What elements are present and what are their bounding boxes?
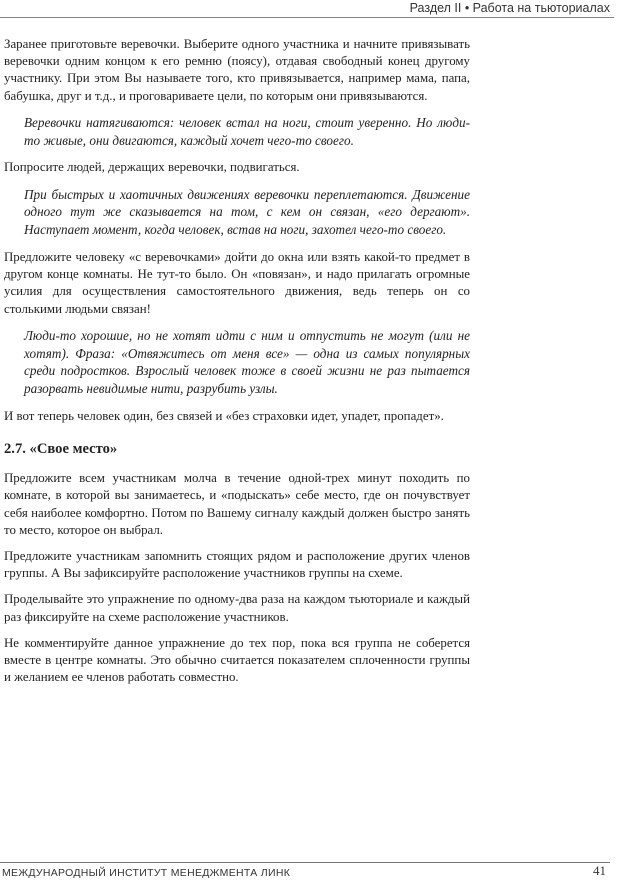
section-title: 2.7. «Свое место» (4, 441, 118, 458)
footer-divider (0, 862, 610, 863)
page-header (0, 0, 614, 18)
italic-paragraph: Люди-то хорошие, но не хотят идти с ним и отпустить не могут (или не хотят). Фраза: «Отвяжитесь от меня все» — одна из самых популярных среди подростков. Взрослый человек тоже в своей жизни не раз пытается разорвать невидимые нити, разрубить узлы. (24, 327, 470, 397)
paragraph: Предложите всем участникам молча в течение одной-трех минут походить по комнате, в которой вы занимаетесь, и «подыскать» себе место, где он почувствует себя наиболее комфортно. Потом по Вашему сигналу каждый должен быстро занять то место, которое он выбрал. (4, 471, 470, 537)
italic-paragraph: Веревочки натягиваются: человек встал на ноги, стоит уверенно. Но люди-то живые, они двигаются, каждый хочет чего-то своего. (24, 114, 470, 148)
paragraph: Попросите людей, держащих веревочки, подвигаться. (4, 160, 300, 175)
paragraph: И вот теперь человек один, без связей и «без страховки идет, упадет, пропадет». (4, 409, 444, 423)
italic-paragraph: При быстрых и хаотичных движениях веревочки переплетаются. Движение одного тут же сказывается на том, с кем он связан, «его дергают». Наступает момент, когда человек, встав на ноги, захотел чего-то своего. (24, 186, 470, 238)
paragraph: Проделывайте это упражнение по одному-два раза на каждом тьюториале и каждый раз фиксируйте на схеме расположение участников. (4, 592, 470, 624)
running-title: Раздел II • Работа на тьюториалах (409, 1, 610, 15)
page-body (4, 36, 470, 695)
paragraph: Заранее приготовьте веревочки. Выберите одного участника и начните привязывать веревочки одним концом к его ремню (поясу), отдавая свободный конец другому участнику. При этом Вы называете того, кто привязывается, например мама, папа, бабушка, друг и т.д., и проговариваете цели, по которым они привязываются. (4, 37, 470, 103)
footer-publisher: МЕЖДУНАРОДНЫЙ ИНСТИТУТ МЕНЕДЖМЕНТА ЛИНК (2, 867, 291, 879)
paragraph: Предложите человеку «с веревочками» дойти до окна или взять какой-то предмет в другом конце комнаты. Не тут-то было. Он «повязан», и надо прилагать огромные усилия для осуществления самостоятельного движения, ведь теперь он со столькими людьми связан! (4, 250, 470, 316)
paragraph: Предложите участникам запомнить стоящих рядом и расположение других членов группы. А Вы зафиксируйте расположение участников группы на схеме. (4, 549, 470, 581)
paragraph: Не комментируйте данное упражнение до тех пор, пока вся группа не соберется вместе в центре комнаты. Это обычно считается показателем сплоченности группы и желанием ее членов работать совместно. (4, 635, 470, 685)
page-number: 41 (593, 863, 606, 878)
